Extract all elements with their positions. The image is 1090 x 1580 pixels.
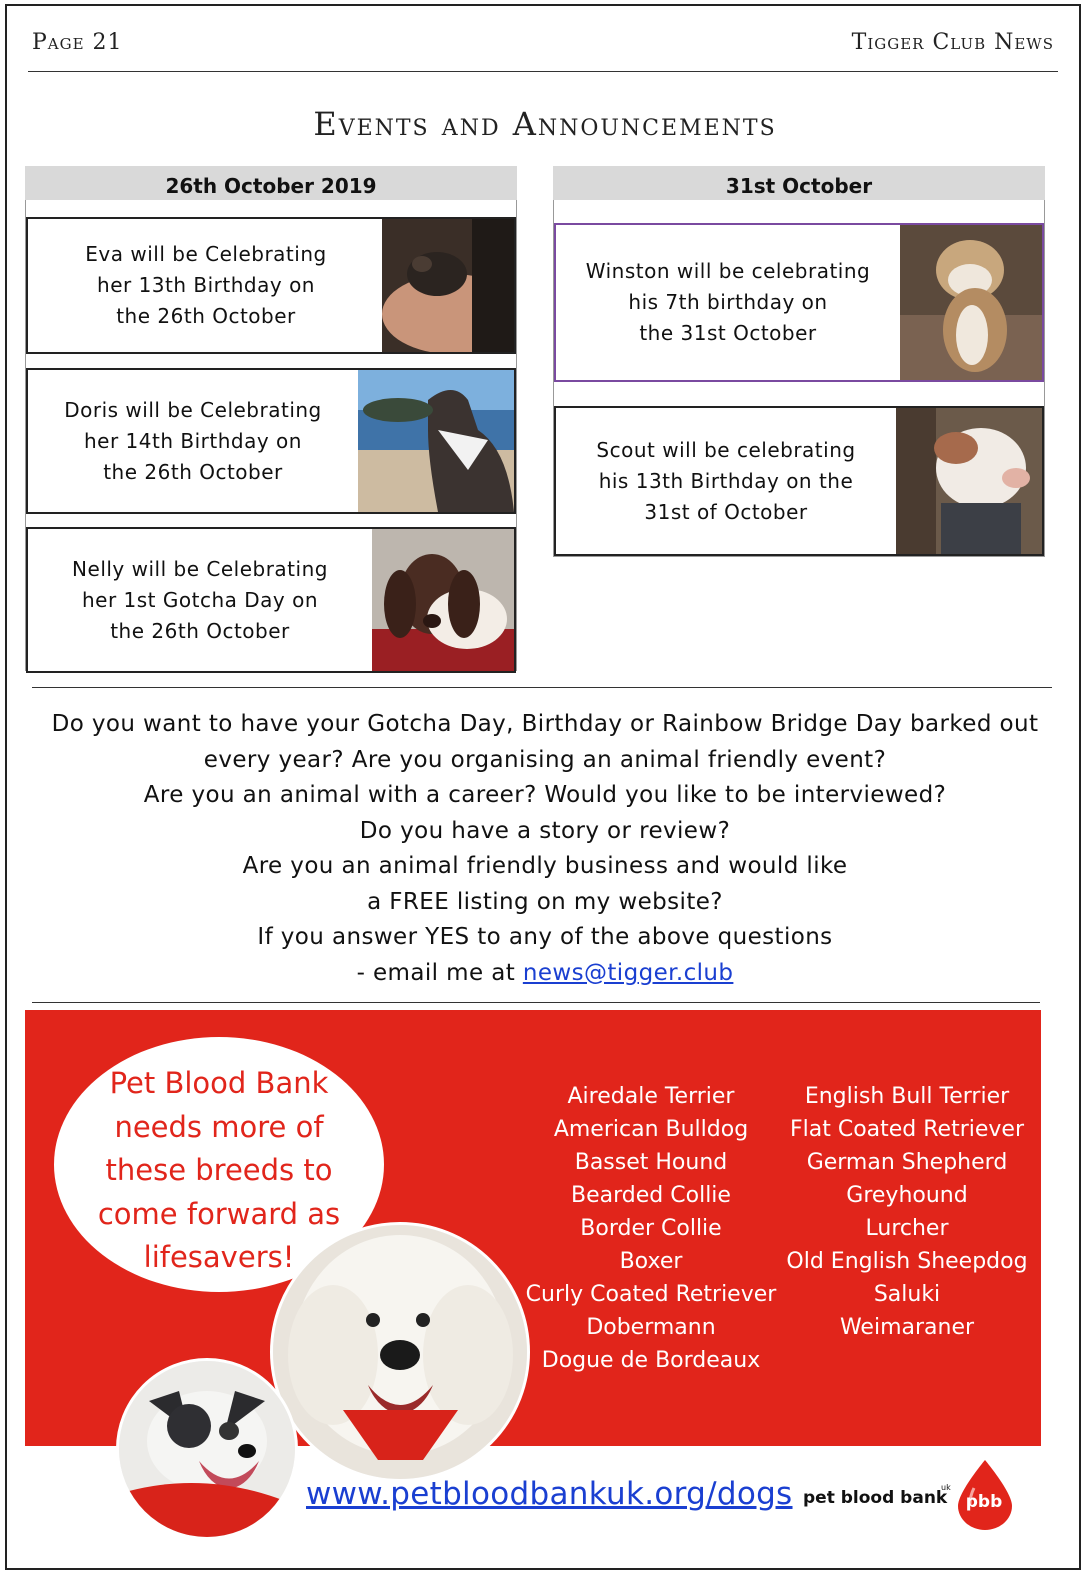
card-text: Winston will be celebrating his 7th birthday on the 31st October <box>585 259 871 345</box>
scout-photo <box>896 408 1042 554</box>
bubble-text: Pet Blood Bank needs more of these breeds to come forward as lifesavers! <box>97 1066 341 1274</box>
winston-photo <box>900 225 1042 380</box>
pbb-brand-sup: uk <box>941 1483 951 1492</box>
breed-item: Airedale Terrier <box>567 1084 735 1109</box>
breed-item: Greyhound <box>846 1183 968 1208</box>
email-link[interactable]: news@tigger.club <box>522 959 734 986</box>
greyhound-photo <box>116 1358 298 1540</box>
pbb-logo-text: pbb <box>965 1492 1003 1512</box>
card-text: Nelly will be Celebrating her 1st Gotcha Day on the 26th October <box>72 556 328 643</box>
card-text: Eva will be Celebrating her 13th Birthday on the 26th October <box>85 242 327 328</box>
sheepdog-photo <box>270 1222 530 1482</box>
promo-text: Do you want to have your Gotcha Day, Birthday or Rainbow Bridge Day barked out every year? Are you organising an animal friendly event? Are you an animal with a career? Would you like to be interviewed? Do you have a story or review? Are you an animal friendly business and would like a FREE listing on my website? If you answer YES to any of the above questions - email me at news@tigger.club <box>51 711 1039 986</box>
breed-item: Dobermann <box>586 1315 716 1340</box>
breed-item: Border Collie <box>580 1216 722 1241</box>
breed-list-left <box>520 1080 782 1377</box>
pbb-brand-name: pet blood bank <box>803 1488 948 1508</box>
publication-name: Tigger Club News <box>851 30 1054 55</box>
breed-item: Weimaraner <box>839 1315 975 1340</box>
breed-item: Curly Coated Retriever <box>525 1282 777 1307</box>
eva-photo <box>382 219 514 352</box>
header-rule <box>28 71 1058 72</box>
breed-item: Bearded Collie <box>571 1183 731 1208</box>
section-divider <box>32 1002 1040 1003</box>
column-date-31-october: 31st October <box>553 166 1045 200</box>
column-date-26-october: 26th October 2019 <box>25 166 517 200</box>
breed-item: Old English Sheepdog <box>786 1249 1028 1274</box>
card-winston <box>554 223 1044 382</box>
card-scout <box>554 406 1044 556</box>
breed-item: Flat Coated Retriever <box>789 1117 1025 1142</box>
pet-blood-bank-url[interactable]: www.petbloodbankuk.org/dogs <box>306 1476 793 1512</box>
nelly-photo <box>372 529 514 671</box>
breed-item: English Bull Terrier <box>804 1084 1010 1109</box>
breed-item: Boxer <box>619 1249 683 1274</box>
section-title: Events and Announcements <box>313 105 777 143</box>
breed-item: Saluki <box>873 1282 941 1307</box>
card-doris <box>26 368 516 514</box>
doris-photo <box>358 370 514 512</box>
breed-item: Dogue de Bordeaux <box>541 1348 761 1373</box>
card-eva <box>26 217 516 354</box>
card-text: Doris will be Celebrating her 14th Birthday on the 26th October <box>64 397 322 484</box>
email-prefix: - email me at <box>356 959 523 986</box>
breed-item: American Bulldog <box>553 1117 749 1142</box>
breed-item: Lurcher <box>865 1216 949 1241</box>
breed-list-right <box>782 1080 1032 1344</box>
card-text: Scout will be celebrating his 13th Birthday on the 31st of October <box>596 437 856 524</box>
card-nelly <box>26 527 516 673</box>
page-number: Page 21 <box>32 30 123 55</box>
section-divider <box>32 687 1052 688</box>
breed-item: Basset Hound <box>574 1150 728 1175</box>
breed-item: German Shepherd <box>806 1150 1008 1175</box>
